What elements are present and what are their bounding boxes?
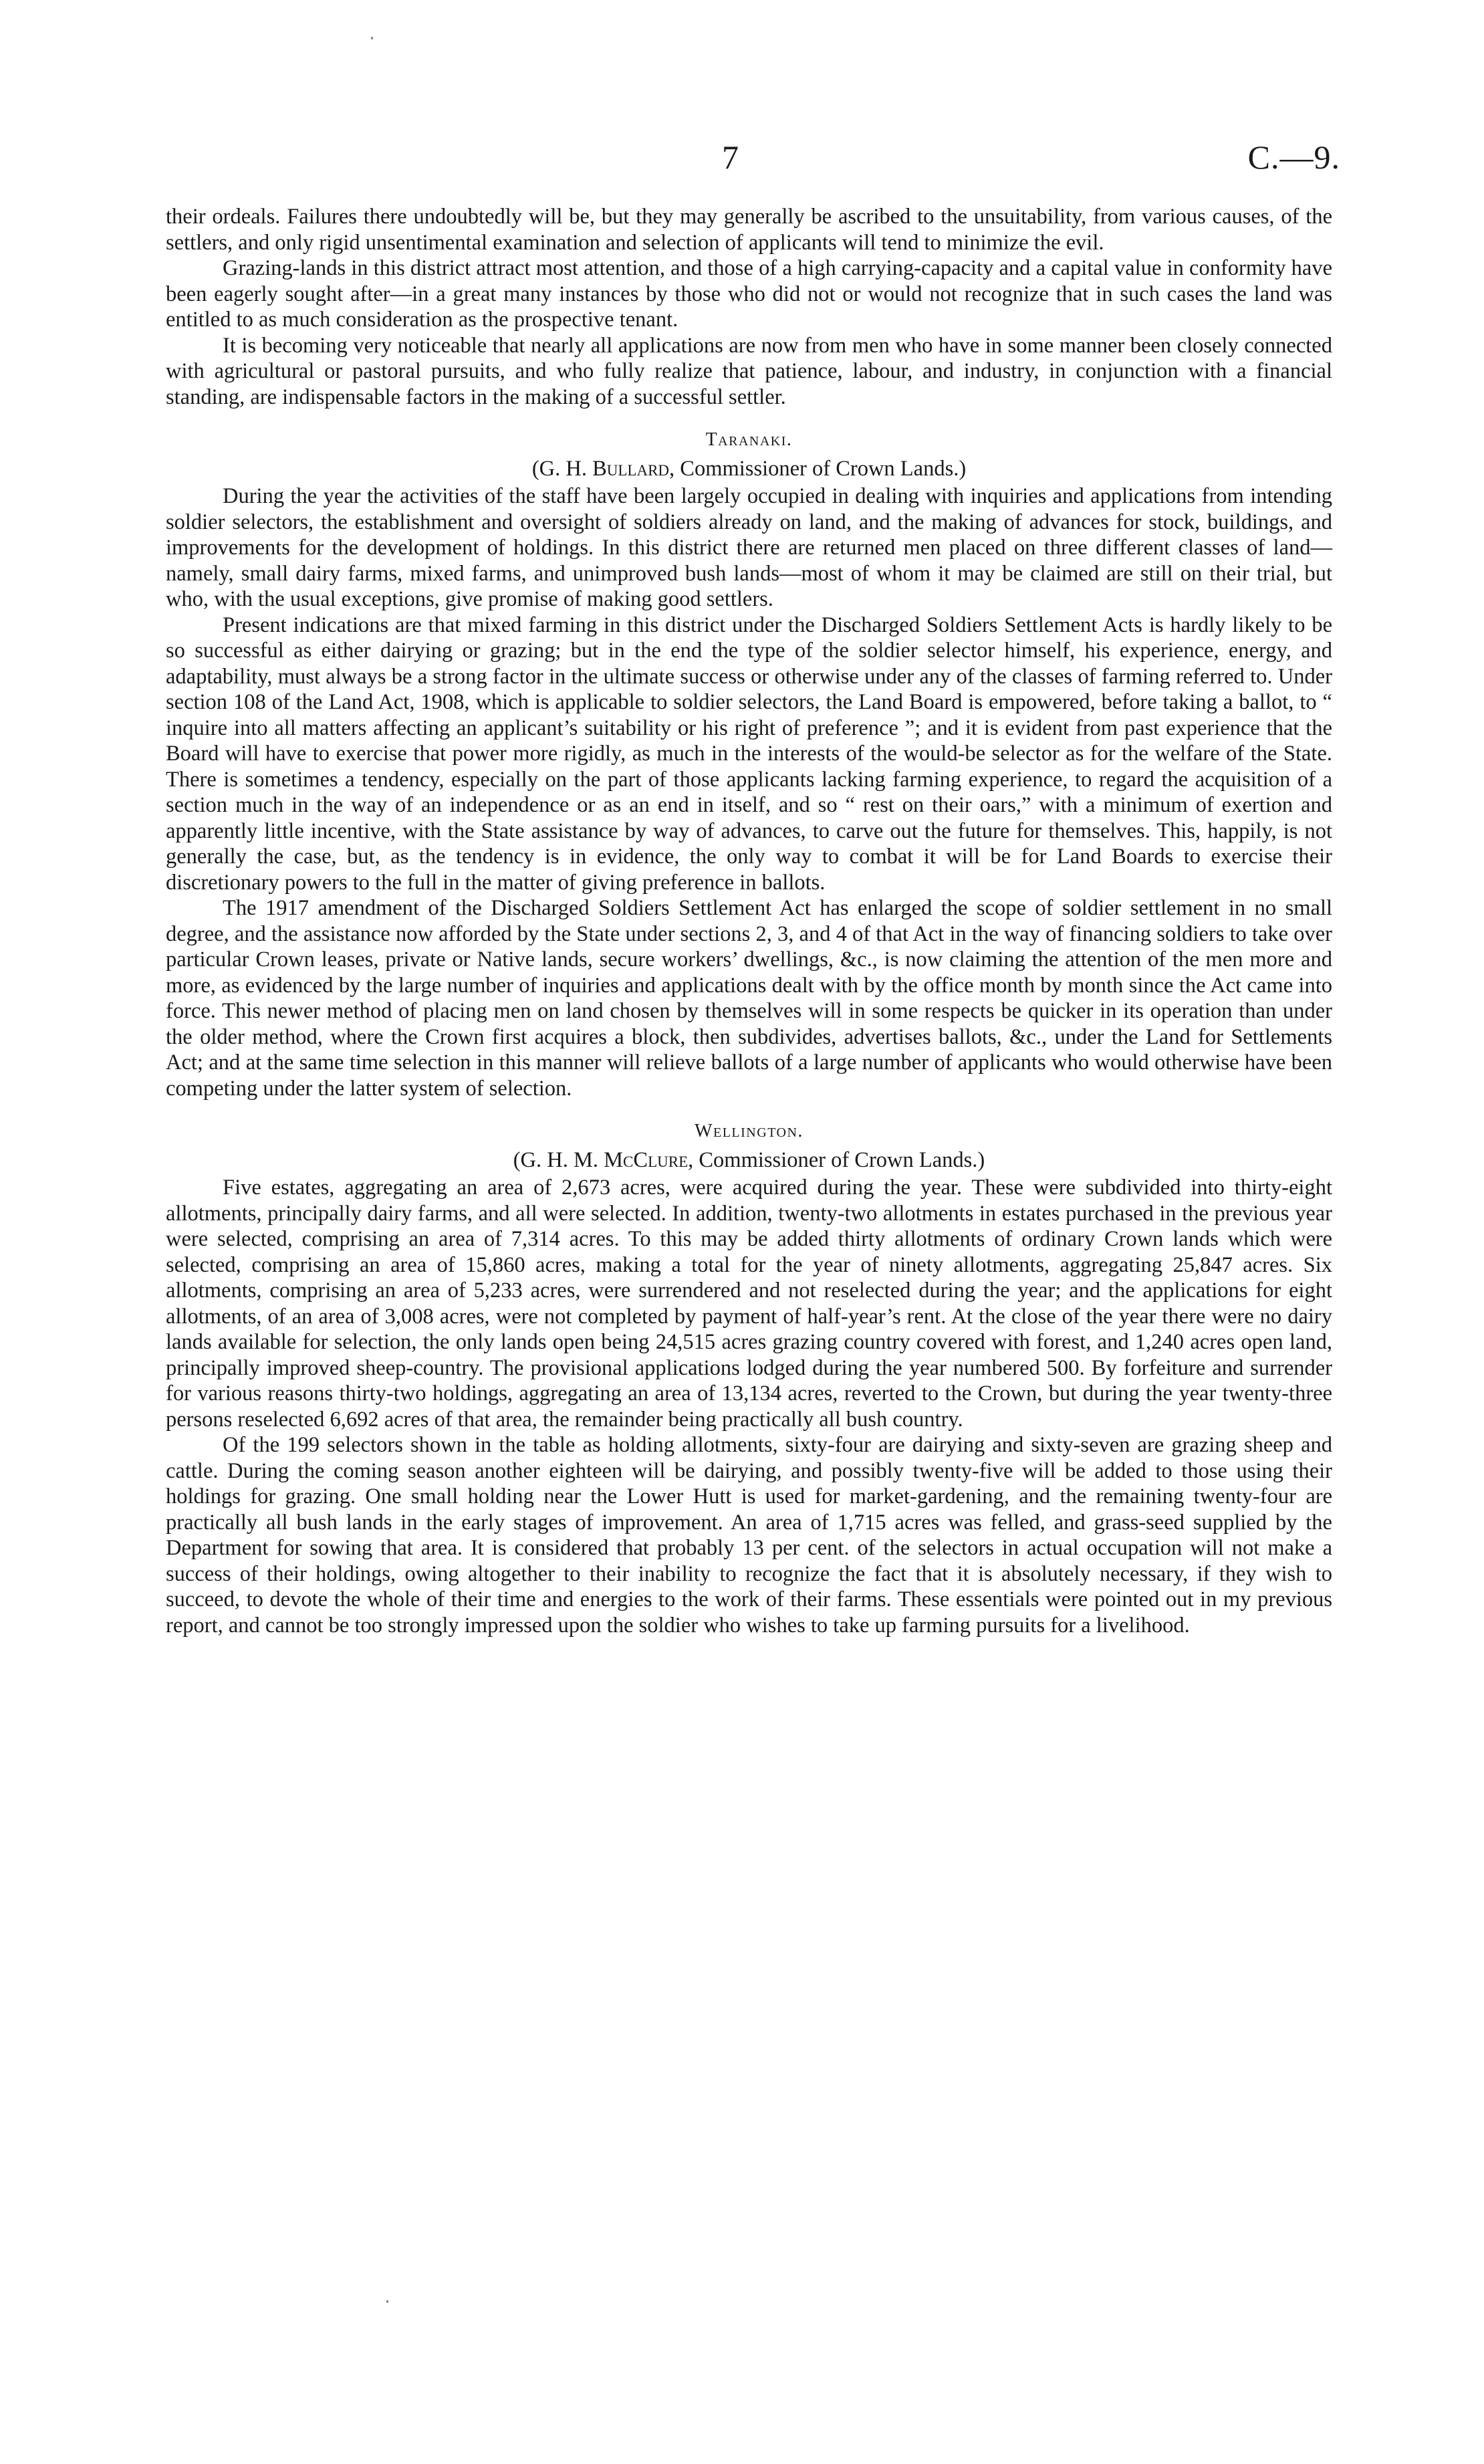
opening-section: [166, 204, 1332, 410]
paragraph: their ordeals. Failures there undoubtedly will be, but they may generally be ascribed to the unsuitability, from various causes, of the settlers, and only rigid unsentimental examination and selection of applicants will tend to minimize the evil.: [166, 205, 1332, 255]
wellington-section: [166, 1119, 1332, 1638]
taranaki-section: [166, 427, 1332, 1101]
section-heading-wellington: Wellington.: [695, 1121, 803, 1141]
paragraph: Present indications are that mixed farming in this district under the Discharged Soldiers Settlement Acts is hardly likely to be so successful as either dairying or grazing; but in the end the type of the soldier selector himself, his experience, energy, and adaptability, must always be a strong factor in the ultimate success or otherwise under any of the classes of farming referred to. Under section 108 of the Land Act, 1908, which is applicable to soldier selectors, the Land Board is empowered, before taking a ballot, to “ inquire into all matters affecting an applicant’s suitability or his right of preference ”; and it is evident from past experience that the Board will have to exercise that power more rigidly, as much in the interests of the would-be selector as for the welfare of the State. There is sometimes a tendency, especially on the part of those applicants lacking farming experience, to regard the acquisition of a section much in the way of an independence or as an end in itself, and so “ rest on their oars,” with a minimum of exertion and apparently little incentive, with the State assistance by way of advances, to carve out the future for themselves. This, happily, is not generally the case, but, as the tendency is in evidence, the only way to combat it will be for Land Boards to exercise their discretionary powers to the full in the matter of giving preference in ballots.: [166, 612, 1332, 895]
scan-speck: [371, 37, 373, 39]
page-header: [0, 134, 1484, 181]
scan-speck: [386, 2300, 388, 2303]
page-number: 7: [722, 138, 739, 176]
commissioner-name: McClure: [604, 1148, 689, 1172]
commissioner-suffix: , Commissioner of Crown Lands.): [688, 1148, 985, 1172]
paragraph: It is becoming very noticeable that nearly all applications are now from men who have in some manner been closely connected with agricultural or pastoral pursuits, and who fully realize that patience, labour, and industry, in conjunction with a financial standing, are indispensable factors in the making of a successful settler.: [166, 333, 1332, 409]
commissioner-line: [166, 455, 1332, 482]
paragraph: The 1917 amendment of the Discharged Soldiers Settlement Act has enlarged the scope of soldier settlement in no small degree, and the assistance now afforded by the State under sections 2, 3, and 4 of that Act in the way of financing soldiers to take over particular Crown leases, private or Native lands, secure workers’ dwellings, &c., is now claiming the attention of the men more and more, as evidenced by the large number of inquiries and applications dealt with by the office month by month since the Act came into force. This newer method of placing men on land chosen by themselves will in some respects be quicker in its operation than under the older method, where the Crown first acquires a block, then subdivides, advertises ballots, &c., under the Land for Settlements Act; and at the same time selection in this manner will relieve ballots of a large number of applicants who would otherwise have been competing under the latter system of selection.: [166, 896, 1332, 1101]
paragraph: During the year the activities of the staff have been largely occupied in dealing with inquiries and applications from intending soldier selectors, the establishment and oversight of soldiers already on land, and the making of advances for stock, buildings, and improvements for the development of holdings. In this district there are returned men placed on three different classes of land—namely, small dairy farms, mixed farms, and unimproved bush lands—most of whom it may be claimed are still on their trial, but who, with the usual exceptions, give promise of making good settlers.: [166, 484, 1332, 611]
paragraph: Of the 199 selectors shown in the table as holding allotments, sixty-four are dairying and sixty-seven are grazing sheep and cattle. During the coming season another eighteen will be dairying, and possibly twenty-five will be added to those using their holdings for grazing. One small holding near the Lower Hutt is used for market-gardening, and the remaining twenty-four are practically all bush lands in the early stages of improvement. An area of 1,715 acres was felled, and grass-seed supplied by the Department for sowing that area. It is considered that probably 13 per cent. of the selectors in actual occupation will not make a success of their holdings, owing altogether to their inability to recognize the fact that it is absolutely necessary, if they wish to succeed, to devote the whole of their time and energies to the work of their farms. These essentials were pointed out in my previous report, and cannot be too strongly impressed upon the soldier who wishes to take up farming pursuits for a livelihood.: [166, 1433, 1332, 1638]
commissioner-name: Bullard: [592, 457, 670, 481]
commissioner-prefix: (G. H. M.: [513, 1148, 604, 1172]
commissioner-prefix: (G. H.: [531, 457, 593, 481]
document-body: [166, 204, 1332, 1638]
section-heading-taranaki: Taranaki.: [705, 429, 793, 450]
commissioner-suffix: , Commissioner of Crown Lands.): [669, 457, 967, 481]
paragraph: Grazing-lands in this district attract most attention, and those of a high carrying-capacity and a capital value in conformity have been eagerly sought after—in a great many instances by those who did not or would not recognize that in such cases the land was entitled to as much consideration as the prospective tenant.: [166, 256, 1332, 332]
document-reference: C.—9.: [1247, 138, 1340, 176]
commissioner-line: [166, 1147, 1332, 1173]
paragraph: Five estates, aggregating an area of 2,673 acres, were acquired during the year. These were subdivided into thirty-eight allotments, principally dairy farms, and all were selected. In addition, twenty-two allotments in estates purchased in the previous year were selected, comprising an area of 7,314 acres. To this may be added thirty allotments of ordinary Crown lands which were selected, comprising an area of 15,860 acres, making a total for the year of ninety allotments, aggregating 25,847 acres. Six allotments, comprising an area of 5,233 acres, were surrendered and not reselected during the year; and the applications for eight allotments, of an area of 3,008 acres, were not completed by payment of half-year’s rent. At the close of the year there were no dairy lands available for selection, the only lands open being 24,515 acres grazing country covered with forest, and 1,240 acres open land, principally improved sheep-country. The provisional applications lodged during the year numbered 500. By forfeiture and surrender for various reasons thirty-two holdings, aggregating an area of 13,134 acres, reverted to the Crown, but during the year twenty-three persons reselected 6,692 acres of that area, the remainder being practically all bush country.: [166, 1175, 1332, 1432]
